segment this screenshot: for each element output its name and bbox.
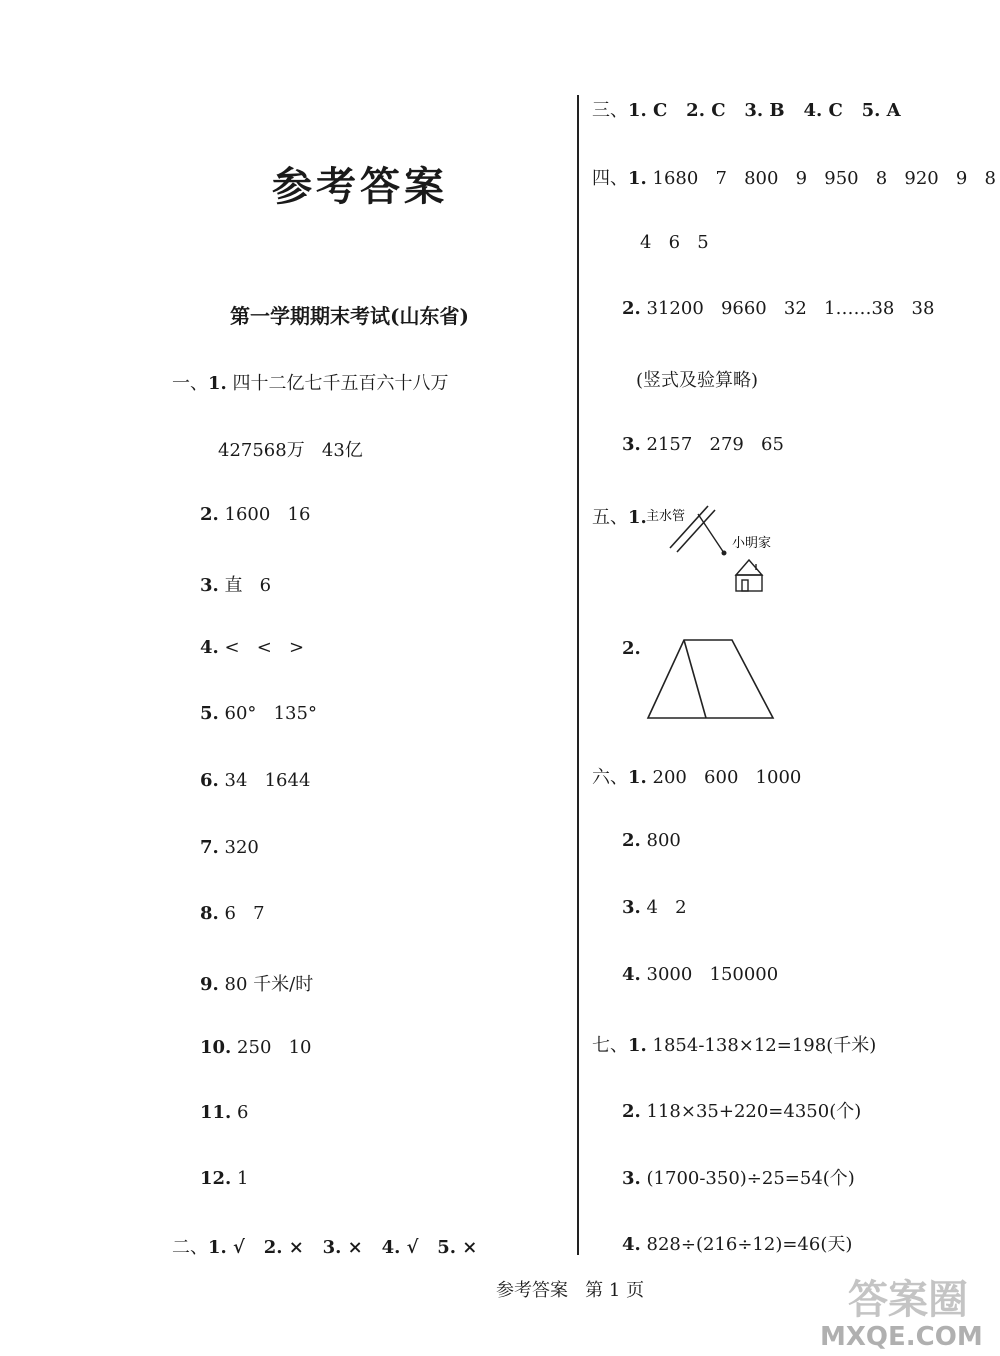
answer-line: 4. 828÷(216÷12)=46(天) (622, 1234, 853, 1255)
answer-line: 2. 800 (622, 830, 681, 851)
answer-line: 11. 6 (200, 1102, 249, 1123)
answer-line: 二、1. √ 2. × 3. × 4. √ 5. × (172, 1237, 478, 1258)
page-footer (496, 1276, 644, 1302)
answer-line: 4. 3000 150000 (622, 964, 779, 985)
pipe-label: 主水管 (646, 509, 686, 524)
trapezoid-diagram (640, 636, 780, 726)
footer-label: 参考答案 (496, 1280, 568, 1301)
answer-line: 4. < < > (200, 637, 305, 658)
answer-line: 3. 2157 279 65 (622, 434, 784, 455)
answer-line: 六、1. 200 600 1000 (592, 767, 802, 788)
column-divider (577, 95, 579, 1255)
answer-line: 4 6 5 (640, 232, 709, 253)
answer-line: 3. 直 6 (200, 575, 272, 596)
watermark-url: MXQE.COM (820, 1322, 983, 1352)
answer-line: 一、1. 四十二亿七千五百六十八万 (172, 373, 449, 394)
answer-line: 7. 320 (200, 837, 259, 858)
answer-line: 2. (622, 638, 641, 659)
point-marker (722, 551, 727, 556)
pipe-house-diagram (640, 500, 790, 600)
diagonal-line (684, 640, 706, 718)
answer-line: 2. 1600 16 (200, 504, 311, 525)
answer-line: 3. (1700-350)÷25=54(个) (622, 1168, 855, 1189)
answer-line: 四、1. 1680 7 800 9 950 8 920 9 8 (592, 168, 996, 189)
watermark-logo: 答案圈 (848, 1277, 968, 1323)
answer-line: 12. 1 (200, 1168, 249, 1189)
answer-line: 三、1. C 2. C 3. B 4. C 5. A (592, 100, 901, 121)
page-number: 第 1 页 (585, 1280, 645, 1301)
answer-line: 8. 6 7 (200, 903, 265, 924)
exam-subtitle: 第一学期期末考试(山东省) (230, 304, 469, 328)
answer-line: 9. 80 千米/时 (200, 974, 314, 995)
house-label: 小明家 (732, 536, 772, 551)
page-title: 参考答案 (272, 163, 448, 210)
answer-note: (竖式及验算略) (636, 370, 759, 391)
answer-line: 6. 34 1644 (200, 770, 311, 791)
perpendicular-line (698, 514, 724, 553)
answer-line: 5. 60° 135° (200, 703, 317, 724)
house-icon (736, 560, 762, 591)
answer-line: 2. 118×35+220=4350(个) (622, 1101, 862, 1122)
answer-line: 427568万 43亿 (218, 440, 363, 461)
answer-line: 七、1. 1854-138×12=198(千米) (592, 1035, 877, 1056)
answer-line: 五、1. (592, 507, 647, 528)
answer-line: 2. 31200 9660 32 1……38 38 (622, 298, 935, 319)
answer-line: 3. 4 2 (622, 897, 687, 918)
trapezoid-shape (648, 640, 773, 718)
answer-line: 10. 250 10 (200, 1037, 312, 1058)
